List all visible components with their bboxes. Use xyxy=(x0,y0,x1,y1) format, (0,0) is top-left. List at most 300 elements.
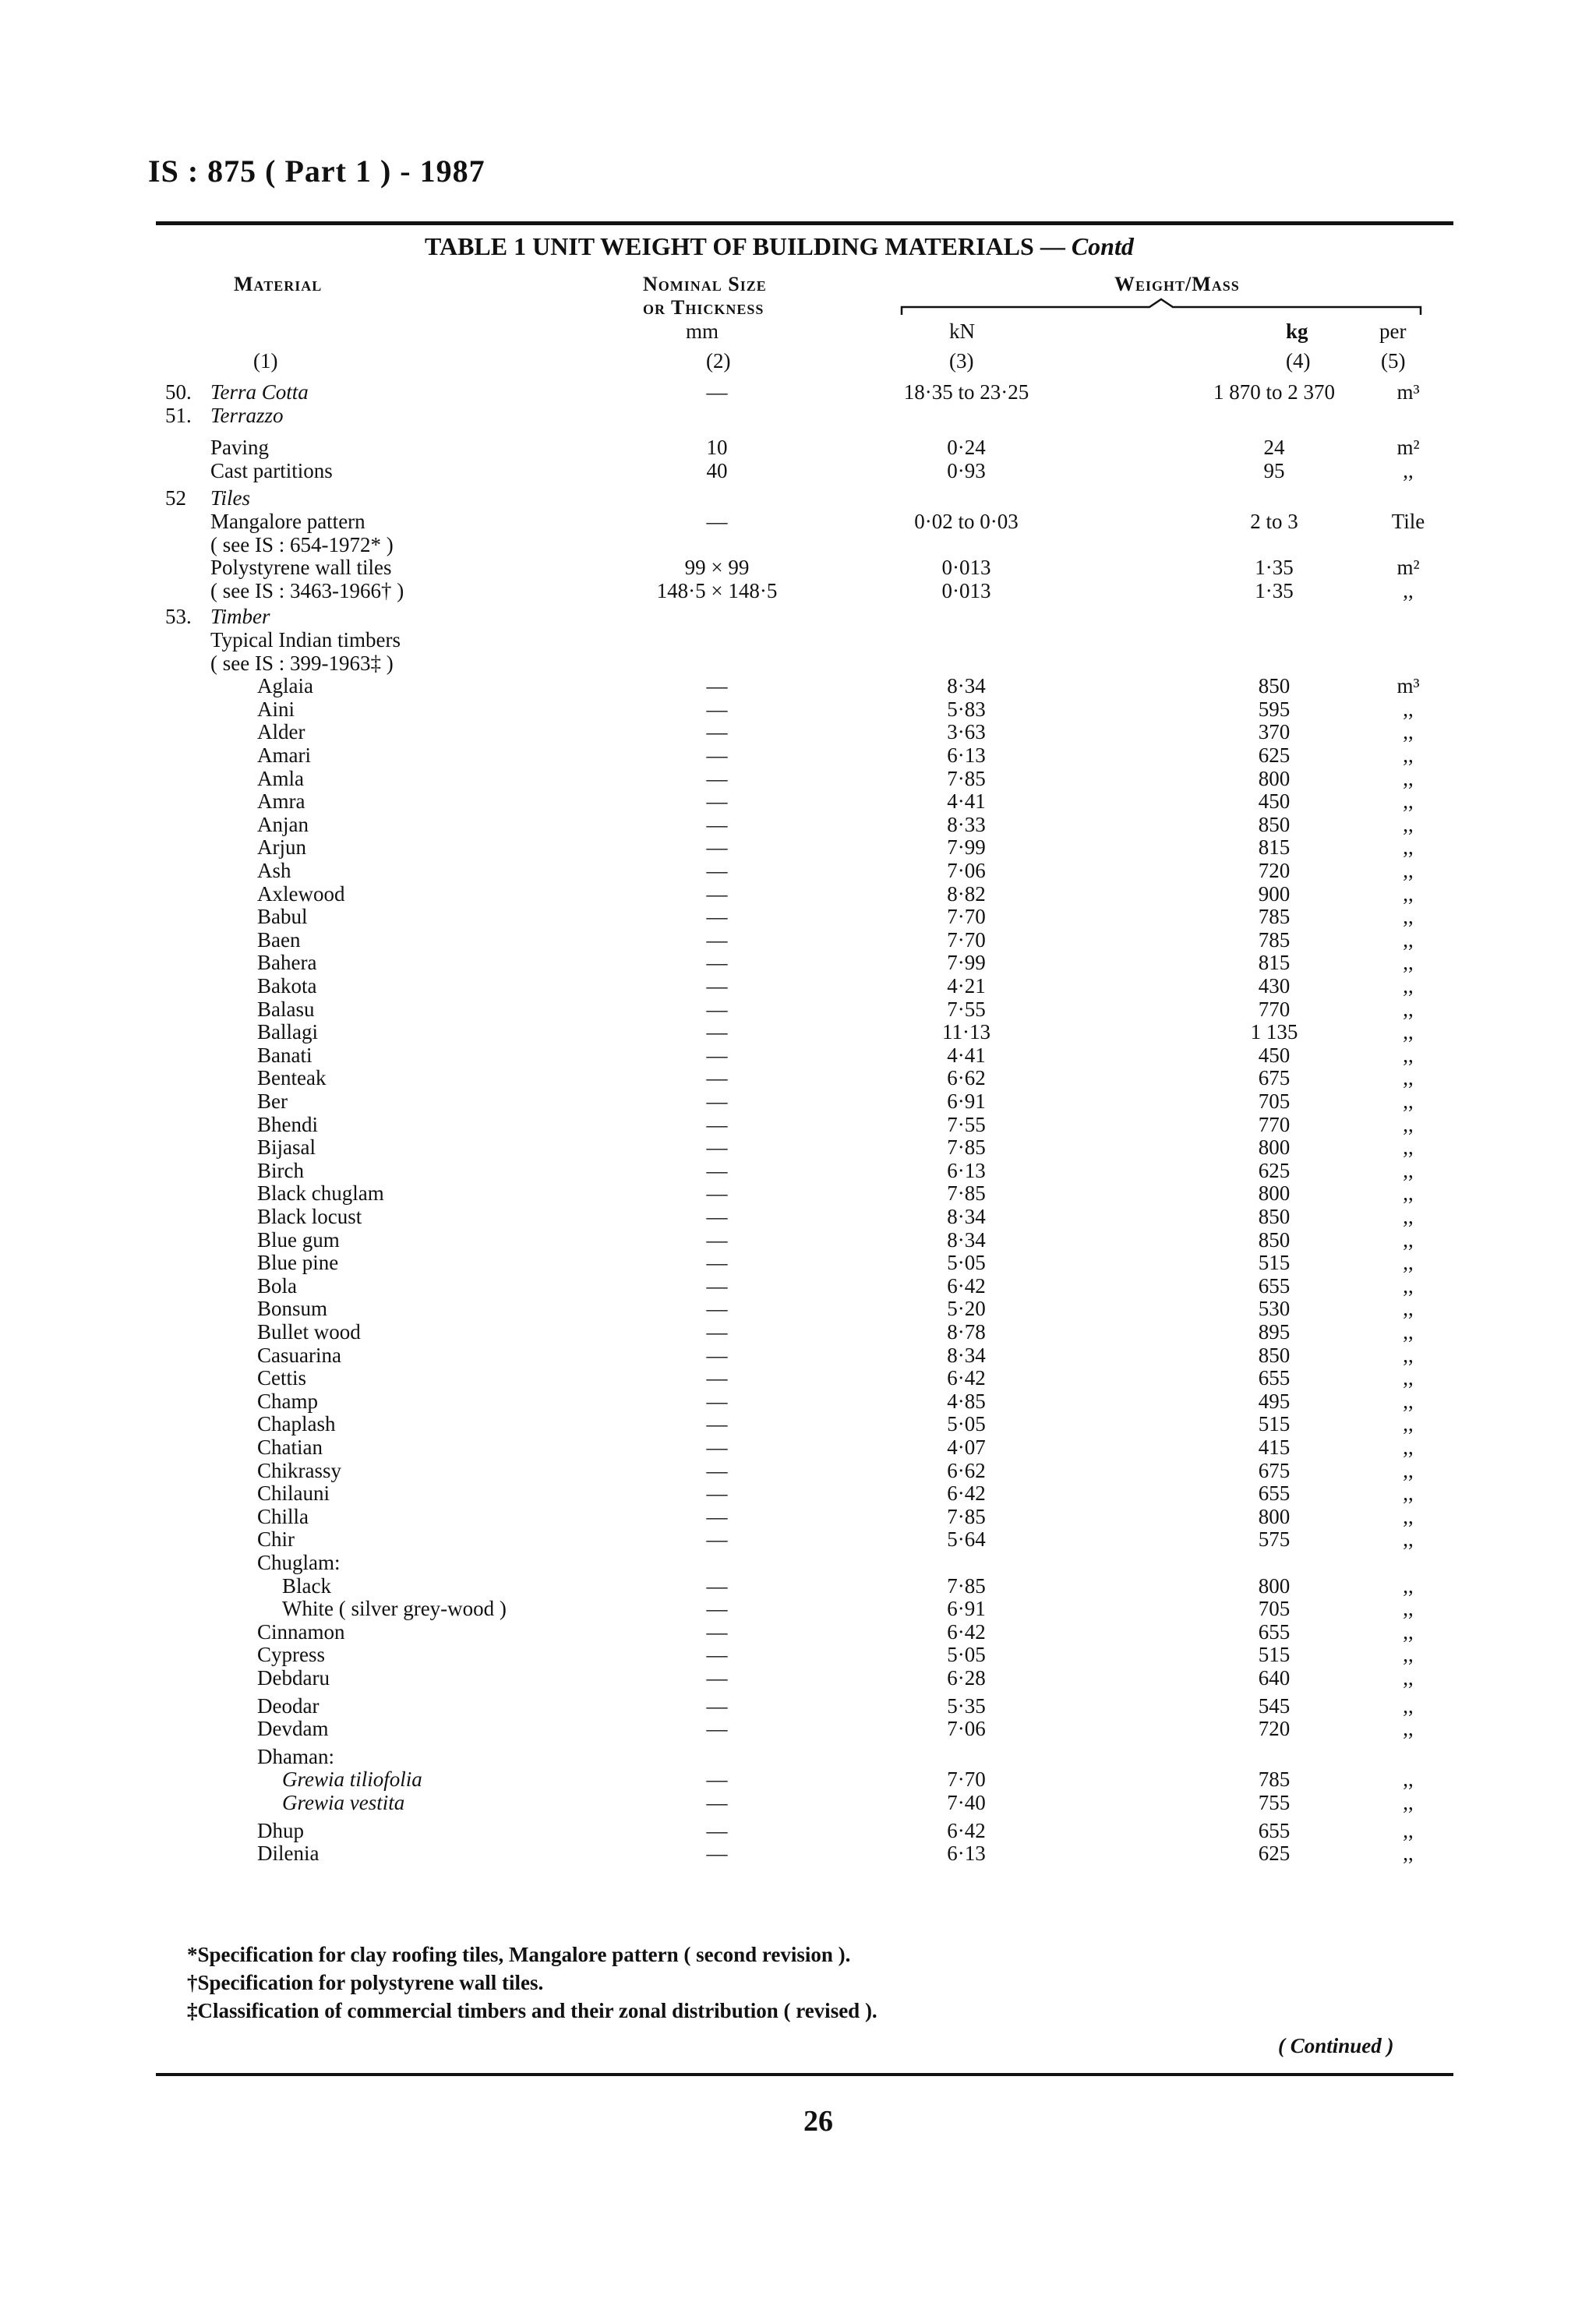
weight-kn: 8·34 xyxy=(947,674,986,697)
weight-kn: 5·20 xyxy=(947,1297,986,1320)
mass-kg: 705 xyxy=(1258,1089,1291,1113)
material-name: White ( silver grey-wood ) xyxy=(282,1597,507,1620)
per-unit: ,, xyxy=(1403,1527,1414,1551)
weight-kn: 7·06 xyxy=(947,1717,986,1740)
per-unit: ,, xyxy=(1403,905,1414,928)
table-row xyxy=(0,974,1596,998)
mass-kg: 720 xyxy=(1258,859,1291,882)
mass-kg: 900 xyxy=(1258,882,1291,906)
per-unit: ,, xyxy=(1403,1791,1414,1814)
table-row xyxy=(0,1842,1596,1865)
table-title-contd: Contd xyxy=(1071,232,1134,260)
table-row xyxy=(0,1390,1596,1413)
footnote-3: ‡Classification of commercial timbers and their zonal distribution ( revised ). xyxy=(187,1999,877,2022)
nominal-size: — xyxy=(706,1205,728,1228)
nominal-size: — xyxy=(706,1819,728,1842)
mass-kg: 625 xyxy=(1258,1159,1291,1182)
bottom-rule xyxy=(156,2073,1453,2076)
table-row xyxy=(0,1819,1596,1842)
per-unit: ,, xyxy=(1403,1135,1414,1159)
col-header-size-line1: Nominal Size xyxy=(643,273,767,295)
weight-kn: 4·07 xyxy=(947,1436,986,1459)
material-name: Bhendi xyxy=(257,1113,318,1136)
nominal-size: — xyxy=(706,974,728,998)
per-unit: m² xyxy=(1396,556,1420,579)
material-name: Cettis xyxy=(257,1366,307,1390)
material-name: Blue pine xyxy=(257,1251,339,1274)
weight-kn: 18·35 to 23·25 xyxy=(903,380,1029,404)
table-row xyxy=(0,436,1596,459)
table-row xyxy=(0,380,1596,404)
top-rule xyxy=(156,221,1453,225)
nominal-size: — xyxy=(706,1066,728,1089)
material-name: Dhup xyxy=(257,1819,304,1842)
per-unit: ,, xyxy=(1403,882,1414,906)
material-name: Dhaman: xyxy=(257,1745,334,1768)
mass-kg: 785 xyxy=(1258,1767,1291,1791)
nominal-size: — xyxy=(706,1297,728,1320)
col-header-kn: kN xyxy=(949,320,975,343)
table-row xyxy=(0,1643,1596,1666)
material-name: Chaplash xyxy=(257,1412,336,1436)
table-row xyxy=(0,1113,1596,1136)
mass-kg: 850 xyxy=(1258,1228,1291,1252)
nominal-size: — xyxy=(706,1767,728,1791)
nominal-size: — xyxy=(706,743,728,767)
table-row xyxy=(0,1767,1596,1791)
nominal-size: — xyxy=(706,1412,728,1436)
material-name: Benteak xyxy=(257,1066,327,1089)
weight-kn: 8·78 xyxy=(947,1320,986,1344)
mass-kg: 655 xyxy=(1258,1366,1291,1390)
col-header-per: per xyxy=(1379,320,1407,343)
mass-kg: 755 xyxy=(1258,1791,1291,1814)
mass-kg: 450 xyxy=(1258,1044,1291,1067)
table-row xyxy=(0,1089,1596,1113)
per-unit: Tile xyxy=(1391,510,1425,533)
table-title-text: TABLE 1 UNIT WEIGHT OF BUILDING MATERIALS — xyxy=(425,232,1065,260)
table-row xyxy=(0,459,1596,482)
per-unit: ,, xyxy=(1403,1597,1414,1620)
weight-kn: 6·42 xyxy=(947,1620,986,1644)
table-row xyxy=(0,1459,1596,1482)
material-name: Amra xyxy=(257,789,305,813)
footnotes xyxy=(187,1941,877,2025)
mass-kg: 625 xyxy=(1258,743,1291,767)
per-unit: ,, xyxy=(1403,697,1414,721)
per-unit: ,, xyxy=(1403,1205,1414,1228)
mass-kg: 655 xyxy=(1258,1819,1291,1842)
per-unit: ,, xyxy=(1403,1767,1414,1791)
mass-kg: 640 xyxy=(1258,1666,1291,1690)
mass-kg: 530 xyxy=(1258,1297,1291,1320)
weight-kn: 7·70 xyxy=(947,905,986,928)
material-name: Ballagi xyxy=(257,1020,318,1044)
per-unit: ,, xyxy=(1403,767,1414,790)
page-number: 26 xyxy=(803,2105,833,2138)
table-row xyxy=(0,928,1596,952)
per-unit: ,, xyxy=(1403,974,1414,998)
nominal-size: — xyxy=(706,1135,728,1159)
per-unit: ,, xyxy=(1403,1643,1414,1666)
mass-kg: 24 xyxy=(1263,436,1285,459)
nominal-size: — xyxy=(706,1597,728,1620)
material-name: Deodar xyxy=(257,1694,320,1718)
per-unit: ,, xyxy=(1403,1044,1414,1067)
row-number: 50. xyxy=(165,380,192,404)
table-row xyxy=(0,859,1596,882)
table-row xyxy=(0,1159,1596,1182)
per-unit: ,, xyxy=(1403,859,1414,882)
weight-kn: 7·40 xyxy=(947,1791,986,1814)
weight-kn: 0·02 to 0·03 xyxy=(914,510,1019,533)
colnum-1: (1) xyxy=(253,349,278,373)
mass-kg: 720 xyxy=(1258,1717,1291,1740)
table-row xyxy=(0,720,1596,743)
weight-kn: 4·21 xyxy=(947,974,986,998)
row-number: 51. xyxy=(165,404,192,427)
nominal-size: — xyxy=(706,510,728,533)
mass-kg: 655 xyxy=(1258,1481,1291,1505)
nominal-size: — xyxy=(706,1694,728,1718)
weight-kn: 6·62 xyxy=(947,1459,986,1482)
material-name: Mangalore pattern xyxy=(210,510,365,533)
footnote-1: *Specification for clay roofing tiles, Mangalore pattern ( second revision ). xyxy=(187,1943,851,1966)
nominal-size: — xyxy=(706,1251,728,1274)
nominal-size: — xyxy=(706,1366,728,1390)
nominal-size: — xyxy=(706,380,728,404)
mass-kg: 895 xyxy=(1258,1320,1291,1344)
mass-kg: 430 xyxy=(1258,974,1291,998)
per-unit: ,, xyxy=(1403,1181,1414,1205)
table-row xyxy=(0,674,1596,697)
table-row xyxy=(0,1551,1596,1574)
table-row xyxy=(0,404,1596,427)
weight-kn: 8·34 xyxy=(947,1344,986,1367)
weight-kn: 6·62 xyxy=(947,1066,986,1089)
table-row xyxy=(0,998,1596,1021)
weight-kn: 8·82 xyxy=(947,882,986,906)
per-unit: ,, xyxy=(1403,459,1414,482)
per-unit: ,, xyxy=(1403,1089,1414,1113)
per-unit: ,, xyxy=(1403,579,1414,602)
table-row xyxy=(0,1135,1596,1159)
material-name: Chatian xyxy=(257,1436,323,1459)
per-unit: ,, xyxy=(1403,1412,1414,1436)
material-name: Bullet wood xyxy=(257,1320,361,1344)
table-row xyxy=(0,1274,1596,1298)
per-unit: ,, xyxy=(1403,951,1414,974)
material-name: Cypress xyxy=(257,1643,325,1666)
weight-kn: 0·013 xyxy=(941,556,991,579)
per-unit: m³ xyxy=(1396,674,1420,697)
nominal-size: — xyxy=(706,1717,728,1740)
per-unit: ,, xyxy=(1403,1344,1414,1367)
nominal-size: — xyxy=(706,1574,728,1598)
nominal-size: — xyxy=(706,835,728,859)
weight-kn: 8·33 xyxy=(947,813,986,836)
weight-kn: 7·85 xyxy=(947,1574,986,1598)
nominal-size: — xyxy=(706,1228,728,1252)
per-unit: ,, xyxy=(1403,1274,1414,1298)
per-unit: ,, xyxy=(1403,835,1414,859)
table-row xyxy=(0,1044,1596,1067)
weight-kn: 4·41 xyxy=(947,1044,986,1067)
table-row xyxy=(0,579,1596,602)
material-name: Baen xyxy=(257,928,301,952)
mass-kg: 595 xyxy=(1258,697,1291,721)
mass-kg: 815 xyxy=(1258,951,1291,974)
table-row xyxy=(0,743,1596,767)
material-name: ( see IS : 399-1963‡ ) xyxy=(210,652,394,675)
mass-kg: 1·35 xyxy=(1255,556,1294,579)
table-row xyxy=(0,652,1596,675)
per-unit: ,, xyxy=(1403,928,1414,952)
standard-header: IS : 875 ( Part 1 ) - 1987 xyxy=(148,154,486,189)
table-row xyxy=(0,1412,1596,1436)
per-unit: ,, xyxy=(1403,1113,1414,1136)
row-number: 52 xyxy=(165,486,186,510)
material-name: Banati xyxy=(257,1044,312,1067)
mass-kg: 850 xyxy=(1258,813,1291,836)
material-name: Bahera xyxy=(257,951,317,974)
nominal-size: — xyxy=(706,1344,728,1367)
mass-kg: 655 xyxy=(1258,1620,1291,1644)
material-name: Bonsum xyxy=(257,1297,328,1320)
per-unit: ,, xyxy=(1403,789,1414,813)
material-name: Terra Cotta xyxy=(210,380,309,404)
material-name: Chilauni xyxy=(257,1481,330,1505)
per-unit: m³ xyxy=(1396,380,1420,404)
mass-kg: 495 xyxy=(1258,1390,1291,1413)
weight-kn: 5·64 xyxy=(947,1527,986,1551)
table-row xyxy=(0,1228,1596,1252)
material-name: Blue gum xyxy=(257,1228,340,1252)
material-name: Bakota xyxy=(257,974,317,998)
material-name: Birch xyxy=(257,1159,304,1182)
material-name: Chuglam: xyxy=(257,1551,341,1574)
material-name: Devdam xyxy=(257,1717,329,1740)
nominal-size: — xyxy=(706,674,728,697)
material-name: Chilla xyxy=(257,1505,309,1528)
material-name: Ber xyxy=(257,1089,288,1113)
material-name: Terrazzo xyxy=(210,404,284,427)
weight-kn: 6·13 xyxy=(947,1159,986,1182)
weight-kn: 6·28 xyxy=(947,1666,986,1690)
weight-kn: 7·55 xyxy=(947,998,986,1021)
mass-kg: 850 xyxy=(1258,1344,1291,1367)
table-row xyxy=(0,1597,1596,1620)
mass-kg: 2 to 3 xyxy=(1250,510,1298,533)
material-name: ( see IS : 654-1972* ) xyxy=(210,533,394,556)
nominal-size: — xyxy=(706,951,728,974)
material-name: Chikrassy xyxy=(257,1459,341,1482)
nominal-size: 148·5 × 148·5 xyxy=(656,579,778,602)
mass-kg: 675 xyxy=(1258,1459,1291,1482)
weight-kn: 7·99 xyxy=(947,951,986,974)
table-row xyxy=(0,767,1596,790)
weight-kn: 0·013 xyxy=(941,579,991,602)
material-name: Babul xyxy=(257,905,308,928)
table-row xyxy=(0,882,1596,906)
table-row xyxy=(0,1505,1596,1528)
table-row xyxy=(0,1205,1596,1228)
weight-kn: 7·85 xyxy=(947,1135,986,1159)
material-name: Grewia tiliofolia xyxy=(282,1767,422,1791)
mass-kg: 515 xyxy=(1258,1251,1291,1274)
table-row xyxy=(0,1251,1596,1274)
nominal-size: — xyxy=(706,1113,728,1136)
nominal-size: 99 × 99 xyxy=(684,556,750,579)
per-unit: ,, xyxy=(1403,1459,1414,1482)
mass-kg: 95 xyxy=(1263,459,1285,482)
table-row xyxy=(0,1527,1596,1551)
material-name: Black xyxy=(282,1574,331,1598)
weight-kn: 7·85 xyxy=(947,767,986,790)
weight-kn: 7·85 xyxy=(947,1505,986,1528)
mass-kg: 515 xyxy=(1258,1412,1291,1436)
mass-kg: 800 xyxy=(1258,767,1291,790)
table-row xyxy=(0,533,1596,556)
per-unit: ,, xyxy=(1403,1251,1414,1274)
nominal-size: — xyxy=(706,1481,728,1505)
table-row xyxy=(0,1436,1596,1459)
nominal-size: — xyxy=(706,1020,728,1044)
mass-kg: 850 xyxy=(1258,1205,1291,1228)
mass-kg: 850 xyxy=(1258,674,1291,697)
nominal-size: — xyxy=(706,1044,728,1067)
row-number: 53. xyxy=(165,605,192,628)
per-unit: ,, xyxy=(1403,1481,1414,1505)
table-row xyxy=(0,1481,1596,1505)
table-row xyxy=(0,1791,1596,1814)
nominal-size: — xyxy=(706,720,728,743)
weight-kn: 6·91 xyxy=(947,1089,986,1113)
weight-kn: 8·34 xyxy=(947,1228,986,1252)
per-unit: ,, xyxy=(1403,998,1414,1021)
table-row xyxy=(0,789,1596,813)
mass-kg: 545 xyxy=(1258,1694,1291,1718)
nominal-size: — xyxy=(706,1791,728,1814)
material-name: Typical Indian timbers xyxy=(210,628,401,652)
material-name: Bola xyxy=(257,1274,297,1298)
weight-kn: 4·85 xyxy=(947,1390,986,1413)
nominal-size: 40 xyxy=(706,459,728,482)
table-row xyxy=(0,1366,1596,1390)
per-unit: ,, xyxy=(1403,1620,1414,1644)
nominal-size: — xyxy=(706,1527,728,1551)
per-unit: ,, xyxy=(1403,1842,1414,1865)
material-name: Amari xyxy=(257,743,311,767)
material-name: Grewia vestita xyxy=(282,1791,405,1814)
footnote-2: †Specification for polystyrene wall tiles. xyxy=(187,1971,544,1994)
weight-kn: 6·13 xyxy=(947,743,986,767)
table-row xyxy=(0,628,1596,652)
weight-kn: 6·42 xyxy=(947,1274,986,1298)
mass-kg: 800 xyxy=(1258,1135,1291,1159)
weight-kn: 7·70 xyxy=(947,1767,986,1791)
mass-kg: 770 xyxy=(1258,998,1291,1021)
colnum-5: (5) xyxy=(1381,349,1406,373)
mass-kg: 655 xyxy=(1258,1274,1291,1298)
nominal-size: — xyxy=(706,859,728,882)
table-row xyxy=(0,697,1596,721)
per-unit: ,, xyxy=(1403,1694,1414,1718)
weight-kn: 6·91 xyxy=(947,1597,986,1620)
weight-kn: 6·42 xyxy=(947,1481,986,1505)
table-row xyxy=(0,510,1596,533)
nominal-size: — xyxy=(706,1320,728,1344)
per-unit: ,, xyxy=(1403,743,1414,767)
material-name: Black chuglam xyxy=(257,1181,384,1205)
weight-kn: 6·42 xyxy=(947,1366,986,1390)
mass-kg: 1·35 xyxy=(1255,579,1294,602)
colnum-2: (2) xyxy=(706,349,731,373)
nominal-size: — xyxy=(706,1505,728,1528)
mass-kg: 705 xyxy=(1258,1597,1291,1620)
nominal-size: 10 xyxy=(706,436,728,459)
material-name: Cinnamon xyxy=(257,1620,345,1644)
material-name: Bijasal xyxy=(257,1135,316,1159)
material-name: Aglaia xyxy=(257,674,313,697)
nominal-size: — xyxy=(706,1089,728,1113)
material-name: ( see IS : 3463-1966† ) xyxy=(210,579,404,602)
material-name: Balasu xyxy=(257,998,315,1021)
nominal-size: — xyxy=(706,1181,728,1205)
per-unit: ,, xyxy=(1403,720,1414,743)
table-row xyxy=(0,1320,1596,1344)
continued-label: ( Continued ) xyxy=(1278,2034,1394,2057)
material-name: Tiles xyxy=(210,486,251,510)
material-name: Dilenia xyxy=(257,1842,320,1865)
per-unit: ,, xyxy=(1403,1717,1414,1740)
material-name: Axlewood xyxy=(257,882,345,906)
table-row xyxy=(0,905,1596,928)
weight-kn: 5·05 xyxy=(947,1643,986,1666)
col-header-size-unit: mm xyxy=(686,320,719,343)
material-name: Cast partitions xyxy=(210,459,333,482)
weight-kn: 0·93 xyxy=(947,459,986,482)
mass-kg: 800 xyxy=(1258,1574,1291,1598)
weight-kn: 6·13 xyxy=(947,1842,986,1865)
mass-kg: 770 xyxy=(1258,1113,1291,1136)
weight-kn: 11·13 xyxy=(942,1020,990,1044)
table-row xyxy=(0,1717,1596,1740)
material-name: Champ xyxy=(257,1390,318,1413)
table-row xyxy=(0,486,1596,510)
nominal-size: — xyxy=(706,1436,728,1459)
table-row xyxy=(0,835,1596,859)
colnum-3: (3) xyxy=(949,349,974,373)
per-unit: ,, xyxy=(1403,1020,1414,1044)
table-title xyxy=(425,232,1134,261)
material-name: Debdaru xyxy=(257,1666,330,1690)
mass-kg: 1 135 xyxy=(1250,1020,1298,1044)
material-name: Polystyrene wall tiles xyxy=(210,556,392,579)
weight-kn: 7·70 xyxy=(947,928,986,952)
weight-kn: 5·35 xyxy=(947,1694,986,1718)
col-header-kg: kg xyxy=(1286,320,1308,343)
mass-kg: 785 xyxy=(1258,905,1291,928)
mass-kg: 815 xyxy=(1258,835,1291,859)
nominal-size: — xyxy=(706,905,728,928)
table-row xyxy=(0,1745,1596,1768)
table-row xyxy=(0,1620,1596,1644)
nominal-size: — xyxy=(706,1274,728,1298)
nominal-size: — xyxy=(706,998,728,1021)
weight-brace xyxy=(900,298,1422,316)
mass-kg: 675 xyxy=(1258,1066,1291,1089)
